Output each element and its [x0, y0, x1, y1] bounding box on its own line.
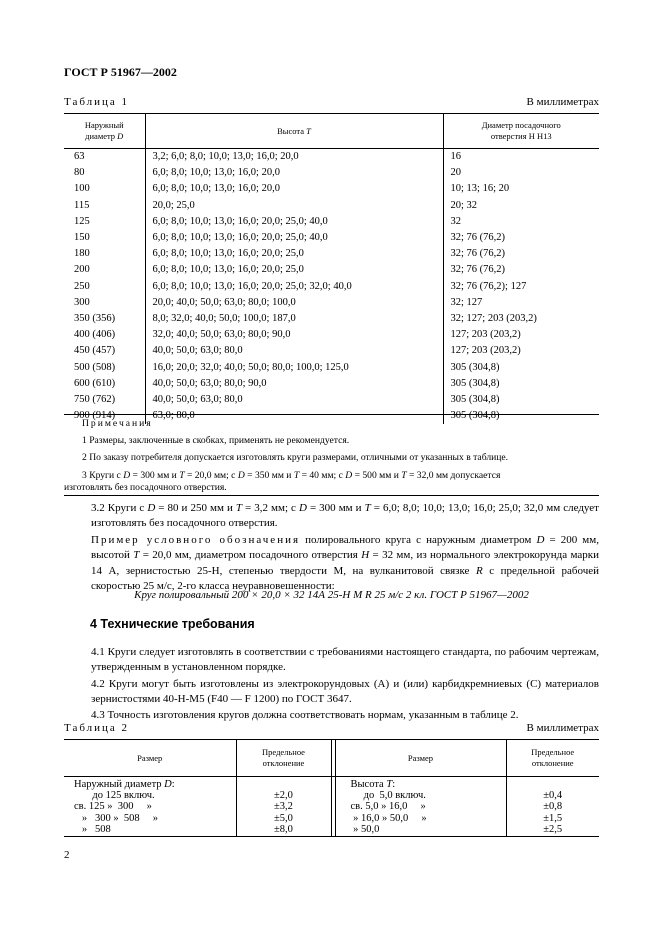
table2-header-row — [64, 740, 599, 777]
table1-cell-diameter: 180 — [74, 248, 90, 260]
page-number: 2 — [64, 849, 70, 861]
table1-cell-height: 40,0; 50,0; 63,0; 80,0; 90,0 — [145, 376, 443, 392]
note-2: 2 По заказу потребителя допускается изготовлять круги размерами, отличными от указанных в таблице. — [82, 451, 509, 463]
table1-cell-height: 63,0; 80,0 — [145, 408, 443, 424]
table1-row — [64, 262, 599, 278]
table1-caption-row — [64, 96, 599, 108]
table2-header-size-left: Размер — [64, 740, 236, 777]
table1-cell-bore: 305 (304,8) — [443, 408, 599, 424]
table1-cell-diameter: 250 — [74, 280, 90, 292]
table1-row — [64, 181, 599, 197]
table1-cell-height: 8,0; 32,0; 40,0; 50,0; 100,0; 187,0 — [145, 311, 443, 327]
designation-formula: Круг полировальный 200 × 20,0 × 32 14А 25-Н М R 25 м/с 2 кл. ГОСТ Р 51967—2002 — [134, 589, 529, 601]
table1-cell-height: 6,0; 8,0; 10,0; 13,0; 16,0; 20,0 — [145, 165, 443, 181]
table2-caption: Таблица 2 — [64, 722, 130, 734]
table1-cell-height: 6,0; 8,0; 10,0; 13,0; 16,0; 20,0 — [145, 181, 443, 197]
notes-title: Примечания — [82, 418, 153, 429]
table1-cell-height: 20,0; 25,0 — [145, 198, 443, 214]
table2-right-deviations: ±0,4 ±0,8 ±1,5 ±2,5 — [506, 777, 599, 837]
table1-cell-bore: 127; 203 (203,2) — [443, 327, 599, 343]
table1-cell-height: 6,0; 8,0; 10,0; 13,0; 16,0; 20,0; 25,0; 40,0 — [145, 230, 443, 246]
table2-right-sizes: Высота T: до 5,0 включ. св. 5,0 » 16,0 » » 16,0 » 50,0 » » 50,0 — [335, 777, 506, 837]
table1-cell-bore: 32; 76 (76,2) — [443, 262, 599, 278]
table2-header-deviation-left: Предельное отклонение — [236, 740, 331, 777]
table1-cell-bore: 20 — [443, 165, 599, 181]
table1-cell-height: 3,2; 6,0; 8,0; 10,0; 13,0; 16,0; 20,0 — [145, 149, 443, 166]
table1-cell-height: 6,0; 8,0; 10,0; 13,0; 16,0; 20,0; 25,0 — [145, 262, 443, 278]
table2-left-sizes: Наружный диаметр D: до 125 включ. св. 125 » 300 » » 300 » 508 » » 508 — [64, 777, 236, 837]
table1-cell-bore: 32; 76 (76,2) — [443, 230, 599, 246]
table1-row — [64, 327, 599, 343]
note-3: 3 Круги с D = 300 мм и T = 20,0 мм; с D = 350 мм и T = 40 мм; с D = 500 мм и T = 32,0 мм допускается изготовлять без посадочного отверстия. — [64, 470, 501, 493]
table2-left-deviations: ±2,0 ±3,2 ±5,0 ±8,0 — [236, 777, 331, 837]
table1-row — [64, 279, 599, 295]
table1-row — [64, 214, 599, 230]
table1-header-bore: Диаметр посадочного отверстия Н Н13 — [443, 114, 599, 149]
table1-cell-bore: 32; 127; 203 (203,2) — [443, 311, 599, 327]
table1-row — [64, 311, 599, 327]
table1-cell-diameter: 200 — [74, 264, 90, 276]
table1-header-height: Высота T — [145, 114, 443, 149]
table1-cell-bore: 305 (304,8) — [443, 360, 599, 376]
table1-cell-height: 6,0; 8,0; 10,0; 13,0; 16,0; 20,0; 25,0; 40,0 — [145, 214, 443, 230]
table1-row — [64, 343, 599, 359]
paragraph-4-3: 4.3 Точность изготовления кругов должна соответствовать нормам, указанным в таблице 2. — [91, 709, 519, 721]
table1-cell-diameter: 115 — [74, 199, 90, 211]
table1-row — [64, 230, 599, 246]
table1-cell-diameter: 500 (508) — [74, 361, 116, 373]
paragraph-4-1: 4.1 Круги следует изготовлять в соответствии с требованиями настоящего стандарта, по рабочим чертежам, утвержденным в установленном порядке. — [91, 646, 599, 674]
table1-cell-bore: 32; 76 (76,2) — [443, 246, 599, 262]
table1-cell-diameter: 150 — [74, 232, 90, 244]
document-header: ГОСТ Р 51967—2002 — [64, 65, 177, 79]
table1-cell-height: 20,0; 40,0; 50,0; 63,0; 80,0; 100,0 — [145, 295, 443, 311]
table1-cell-diameter: 750 (762) — [74, 394, 116, 406]
table1-row — [64, 198, 599, 214]
table1-row — [64, 376, 599, 392]
table1-cell-bore: 10; 13; 16; 20 — [443, 181, 599, 197]
table1-row — [64, 246, 599, 262]
table1-cell-diameter: 125 — [74, 215, 90, 227]
table2-header-deviation-right: Предельное отклонение — [506, 740, 599, 777]
table2-row — [64, 777, 599, 837]
table1-cell-height: 6,0; 8,0; 10,0; 13,0; 16,0; 20,0; 25,0; 32,0; 40,0 — [145, 279, 443, 295]
table1-cell-bore: 32 — [443, 214, 599, 230]
designation-example: Пример условного обозначения полировального круга с наружным диаметром D = 200 мм, высотой T = 20,0 мм, диаметром посадочного отверстия H = 32 мм, из нормального электрокорунда марки 14 А, зернистостью 25-Н, степенью твердости М, на вулканитовой связке R с предельной рабочей скоростью 25 м/с, 2-го класса неуравновешенности: — [91, 534, 599, 593]
table2-units: В миллиметрах — [526, 722, 599, 734]
table1-cell-diameter: 400 (406) — [74, 329, 116, 341]
table2-header-size-right: Размер — [335, 740, 506, 777]
table1-notes — [64, 414, 599, 496]
table1-cell-diameter: 300 — [74, 296, 90, 308]
table1-cell-height: 40,0; 50,0; 63,0; 80,0 — [145, 392, 443, 408]
note-1: 1 Размеры, заключенные в скобках, применять не рекомендуется. — [82, 435, 350, 446]
table1-cell-diameter: 450 (457) — [74, 345, 116, 357]
table1-row — [64, 392, 599, 408]
table1-row — [64, 295, 599, 311]
table1-cell-bore: 127; 203 (203,2) — [443, 343, 599, 359]
table1-cell-height: 32,0; 40,0; 50,0; 63,0; 80,0; 90,0 — [145, 327, 443, 343]
table1-cell-bore: 32; 76 (76,2); 127 — [443, 279, 599, 295]
table1-cell-bore: 32; 127 — [443, 295, 599, 311]
table1-cell-bore: 16 — [443, 149, 599, 166]
table1-row — [64, 165, 599, 181]
table1-header-diameter: Наружный диаметр D — [64, 114, 145, 149]
section-4-title: 4 Технические требования — [90, 617, 255, 631]
table1-cell-diameter: 600 (610) — [74, 377, 116, 389]
table1-row — [64, 360, 599, 376]
paragraph-3-2: 3.2 Круги с D = 80 и 250 мм и T = 3,2 мм; с D = 300 мм и T = 6,0; 8,0; 10,0; 13,0; 16,0; 25,0; 32,0 мм следует изготовлять без посадочного отверстия. — [91, 502, 599, 530]
table1-cell-diameter: 63 — [74, 151, 85, 162]
table1-cell-diameter: 80 — [74, 167, 85, 179]
paragraph-4-2: 4.2 Круги могут быть изготовлены из электрокорундовых (А) и (или) карбидкремниевых (С) материалов зернистостями 40-Н-М5 (F40 — F 1200) по ГОСТ 3647. — [91, 678, 599, 706]
table2-caption-row — [64, 722, 599, 734]
table1-row — [64, 149, 599, 166]
table1 — [64, 113, 599, 424]
table1-body — [64, 149, 599, 425]
table1-cell-height: 40,0; 50,0; 63,0; 80,0 — [145, 343, 443, 359]
table1-caption: Таблица 1 — [64, 96, 130, 108]
table1-units: В миллиметрах — [526, 96, 599, 108]
table1-cell-bore: 305 (304,8) — [443, 376, 599, 392]
table1-cell-bore: 305 (304,8) — [443, 392, 599, 408]
table1-cell-height: 16,0; 20,0; 32,0; 40,0; 50,0; 80,0; 100,0; 125,0 — [145, 360, 443, 376]
table1-cell-diameter: 900 (914) — [74, 410, 116, 422]
example-label: Пример условного обозначения — [91, 534, 301, 546]
table1-cell-diameter: 350 (356) — [74, 313, 116, 325]
table2 — [64, 739, 599, 837]
table1-header-row — [64, 114, 599, 149]
table1-cell-height: 6,0; 8,0; 10,0; 13,0; 16,0; 20,0; 25,0 — [145, 246, 443, 262]
table1-cell-diameter: 100 — [74, 183, 90, 195]
table1-cell-bore: 20; 32 — [443, 198, 599, 214]
